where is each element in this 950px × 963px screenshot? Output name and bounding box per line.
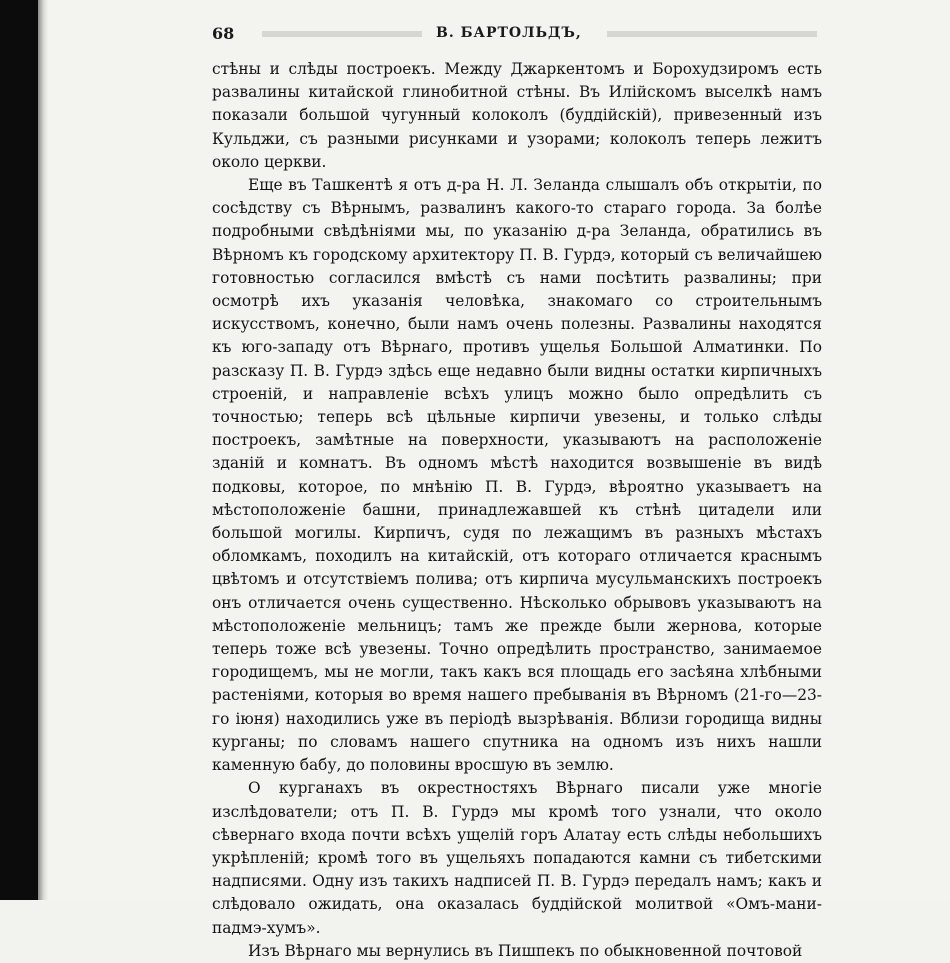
paragraph: Изъ Вѣрнаго мы вернулись въ Пишпекъ по обыкновенной почтовой: [248, 941, 803, 960]
paragraph: О курганахъ въ окрестностяхъ Вѣрнаго писали уже многіе изслѣдователи; отъ П. В. Гурдэ мы кромѣ того узнали, что около сѣвернаго входа почти всѣхъ ущелій горъ Алатау есть слѣды небольшихъ укрѣпленій; кромѣ того въ ущельяхъ попадаются камни съ тибетскими надписями. Одну изъ такихъ надписей П. В. Гурдэ передалъ намъ; какъ и слѣдовало ожидать, она оказалась буддійской молитвой «Омъ-мани-падмэ-хумъ».: [212, 779, 822, 937]
bleed-through-mark-left: [262, 31, 422, 37]
bleed-through-mark-right: [607, 31, 817, 37]
running-head: В. БАРТОЛЬДЪ,: [436, 25, 582, 41]
body-text: [212, 58, 822, 963]
page-number: 68: [212, 24, 235, 43]
binding-gutter: [38, 0, 48, 900]
page-header: [212, 24, 822, 46]
paragraph: Еще въ Ташкентѣ я отъ д-ра Н. Л. Зеланда слышалъ объ открытіи, по сосѣдству съ Вѣрнымъ, развалинъ какого-то стараго города. За болѣе подробными свѣдѣніями мы, по указанію д-ра Зеланда, обратились въ Вѣрномъ къ городскому архитектору П. В. Гурдэ, который съ величайшею готовностью согласился вмѣстѣ съ нами посѣтить развалины; при осмотрѣ ихъ указанія человѣка, знакомаго со строительнымъ искусствомъ, конечно, были намъ очень полезны. Развалины находятся къ юго-западу отъ Вѣрнаго, противъ ущелья Большой Алматинки. По разсказу П. В. Гурдэ здѣсь еще недавно были видны остатки кирпичныхъ строеній, и направленіе всѣхъ улицъ можно было опредѣлить съ точностью; теперь всѣ цѣльные кирпичи увезены, и только слѣды построекъ, замѣтные на поверхности, указываютъ на расположеніе зданій и комнатъ. Въ одномъ мѣстѣ находится возвышеніе въ видѣ подковы, которое, по мнѣнію П. В. Гурдэ, вѣроятно указываетъ на мѣстоположеніе башни, принадлежавшей къ стѣнѣ цитадели или большой могилы. Кирпичъ, судя по лежащимъ въ разныхъ мѣстахъ обломкамъ, походилъ на китайскій, отъ котораго отличается краснымъ цвѣтомъ и отсутствіемъ полива; отъ кирпича мусульманскихъ построекъ онъ отличается очень существенно. Нѣсколько обрывовъ указываютъ на мѣстоположеніе мельницъ; тамъ же прежде были жернова, которые теперь тоже всѣ увезены. Точно опредѣлить пространство, занимаемое городищемъ, мы не могли, такъ какъ вся площадь его засѣяна хлѣбными растеніями, которыя во время нашего пребыванія въ Вѣрномъ (21-го—23-го іюня) находились уже въ періодѣ вызрѣванія. Вблизи городища видны курганы; по словамъ нашего спутника на одномъ изъ нихъ нашли каменную бабу, до половины вросшую въ землю.: [212, 176, 822, 775]
binding-edge: [0, 0, 38, 900]
paragraph-continuation: стѣны и слѣды построекъ. Между Джаркентомъ и Борохудзиромъ есть развалины китайской глинобитной стѣны. Въ Илійскомъ выселкѣ намъ показали большой чугунный колоколъ (буддійскій), привезенный изъ Кульджи, съ разными рисунками и узорами; колоколъ теперь лежитъ около церкви.: [212, 60, 822, 171]
